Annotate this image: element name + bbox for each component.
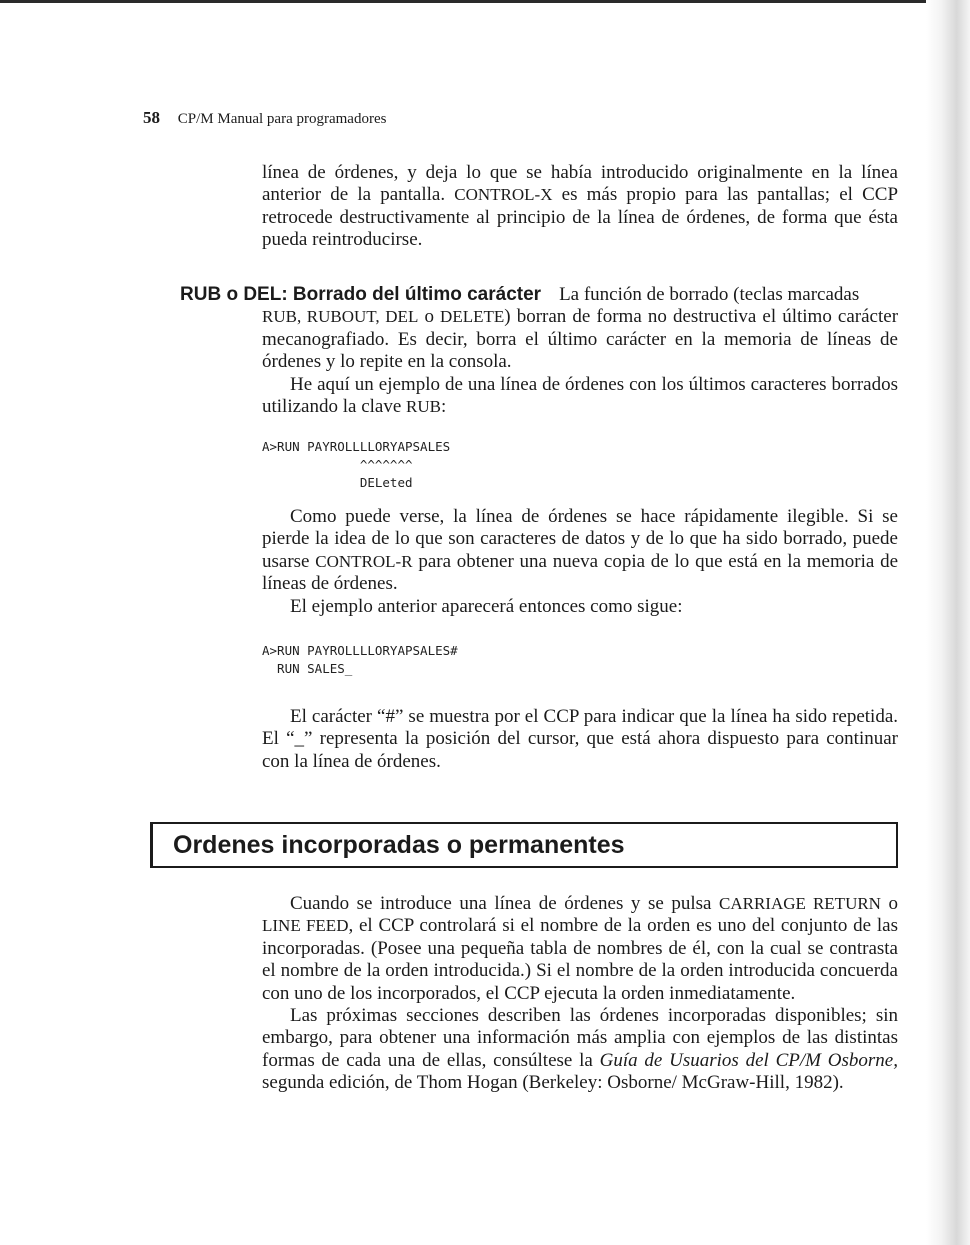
paragraph-control-r [262,506,898,618]
para6-a: Cuando se introduce una línea de órdenes y se pulsa [290,893,712,914]
para1-text: línea de órdenes, y deja lo que se había introducido originalmente en la línea anterior de la pantalla. [262,162,898,206]
rub-p2-a: He aquí un ejemplo de una línea de órdenes con los últimos caracteres borrados utilizando la clave [262,373,898,418]
para6-key1: CARRIAGE RETURN [719,894,881,913]
para7-b: segunda edición, de Thom Hogan (Berkeley: Osborne/ McGraw-Hill, 1982). [262,1072,844,1094]
para5: El carácter “#” se muestra por el CCP para indicar que la línea ha sido repetida. El “_” representa la posición del cursor, que está ahora dispuesto para continuar con la línea de órdenes. [262,706,898,772]
para3-a: Como puede verse, la línea de órdenes se hace rápidamente ilegible. Si se pierde la idea de lo que son caracteres de datos y de lo que ha sido borrado, puede usarse [262,506,898,572]
rub-p2-key: RUB [406,397,441,417]
rub-p1-c: borran de forma no destructiva el último carácter mecanografiado. Es decir, borra el último carácter en la memoria de líneas de órdenes y lo repite en la consola. [262,306,899,373]
page-number: 58 [143,108,160,127]
code2-line1: A>RUN PAYROLLLLORYAPSALES# [262,643,458,658]
para7-a: Las próximas secciones describen las órdenes incorporadas disponibles; sin embargo, para obtener una información más amplia con ejemplos de las distintas formas de cada una de ellas, consúltese la [262,1005,898,1071]
para3-smallcaps: CONTROL-R [315,551,413,571]
paragraph-hash [262,706,898,773]
para1-smallcaps: CONTROL-X [454,185,553,205]
rub-del-heading: RUB o DEL: Borrado del último carácter [180,284,542,305]
rub-p2-b: : [441,396,447,418]
page-binding-shadow [926,0,970,1245]
rub-p1-keys: RUB, RUBOUT, DEL [262,307,419,327]
section-title: Ordenes incorporadas o permanentes [173,831,625,859]
para3-b: para obtener una nueva copia de lo que está en la memoria de líneas de órdenes. [262,550,899,595]
para6-key2: LINE FEED [262,916,349,936]
para6-c: , el CCP controlará si el nombre de la orden es uno del conjunto de las incorporadas. (Posee una pequeña tabla de nombres de él, con la cual se contrasta el nombre de la orden introducida.) Si el nombre de la orden introducida concuerda con uno de los incorporados, el CCP ejecuta la orden inmediatamente. [262,915,898,1004]
para4: El ejemplo anterior aparecerá entonces como sigue: [290,595,683,617]
code-example-1 [262,438,450,492]
rub-p1-delete: DELETE [440,307,505,327]
para1-text-b: es más propio para las pantallas; el CCP retrocede destructivamente al principio de la línea de órdenes, de forma que ésta pueda reintroducirse. [262,184,899,251]
code2-line2: RUN SALES_ [262,661,353,676]
code1-line1: A>RUN PAYROLLLLORYAPSALES [262,439,451,454]
section-title-box [150,822,898,868]
para7-book-title: Guía de Usuarios del CP/M Osborne, [599,1049,898,1071]
rub-p1-b: o [424,306,434,328]
paragraph-continuation [262,162,898,252]
running-title: CP/M Manual para programadores [177,111,387,127]
rub-p1-a: La función de borrado (teclas marcadas [559,284,860,305]
code1-line3: DELeted [262,475,413,490]
rub-del-section: RUB o DEL: Borrado del último carácter La función de borrado (teclas marcadas RUB, RUBOUT, DEL o DELETE) borran de forma no destructiva el último carácter mecanografiado. Es decir, borra el último carácter en la memoria de líneas de órdenes y lo repite en la consola. He aquí un ejemplo de una línea de órdenes con los últimos caracteres borrados utilizando la clave RUB: [180,284,899,418]
code1-line2: ^^^^^^^ [262,457,413,472]
para6-b: o [888,893,899,914]
running-header [143,108,386,128]
builtin-commands-section [262,893,898,1095]
code-example-2 [262,642,458,678]
